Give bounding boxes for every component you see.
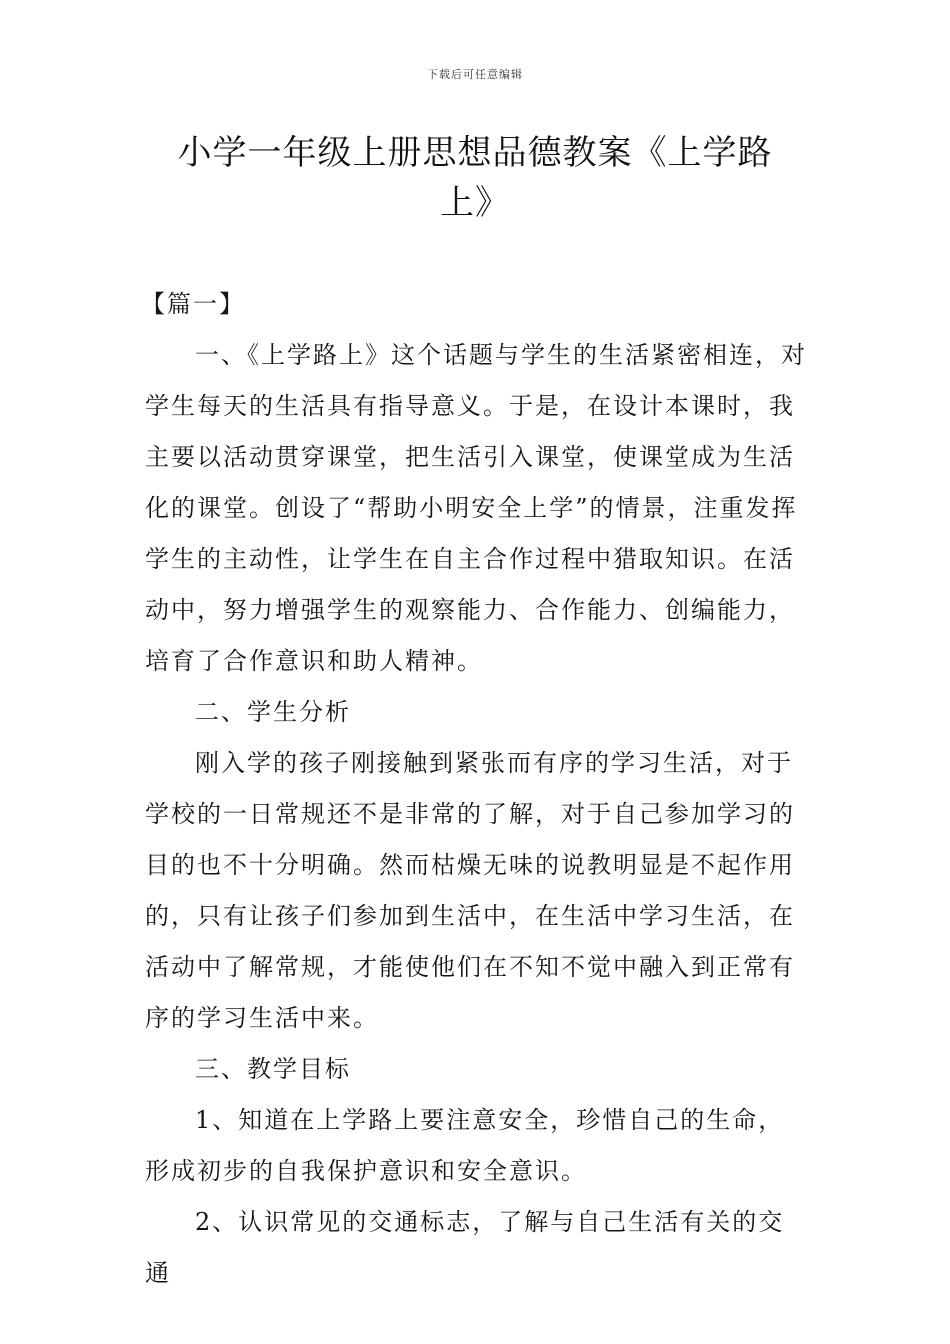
title-line-1: 小学一年级上册思想品德教案《上学路 (177, 133, 773, 173)
heading-teaching-goals: 三、教学目标 (195, 1055, 351, 1083)
document-title (120, 128, 830, 228)
paragraph-intro: 一、《上学路上》这个话题与学生的生活紧密相连，对学生每天的生活具有指导意义。于是，在设计本课时，我主要以活动贯穿课堂，把生活引入课堂，使课堂成为生活化的课堂。创设了“帮助小明安全上学”的情景，注重发挥学生的主动性，让学生在自主合作过程中猎取知识。在活动中，努力增强学生的观察能力、合作能力、创编能力，培育了合作意识和助人精神。 (145, 341, 807, 675)
paragraph-goal-1: 1、知道在上学路上要注意安全，珍惜自己的生命，形成初步的自我保护意识和安全意识。 (145, 1106, 785, 1185)
header-note: 下载后可任意编辑 (427, 68, 523, 81)
document-body (141, 279, 810, 1299)
heading-student-analysis: 二、学生分析 (195, 698, 351, 726)
paragraph-student-analysis: 刚入学的孩子刚接触到紧张而有序的学习生活，对于学校的一日常规还不是非常的了解，对于自己参加学习的目的也不十分明确。然而枯燥无味的说教明显是不起作用的，只有让孩子们参加到生活中，在生活中学习生活，在活动中了解常规，才能使他们在不知不觉中融入到正常有序的学习生活中来。 (145, 749, 795, 1032)
title-line-2: 上》 (440, 183, 510, 223)
paragraph-goal-2: 2、认识常见的交通标志，了解与自己生活有关的交通 (145, 1208, 785, 1287)
section-tag: 【篇一】 (141, 290, 245, 318)
